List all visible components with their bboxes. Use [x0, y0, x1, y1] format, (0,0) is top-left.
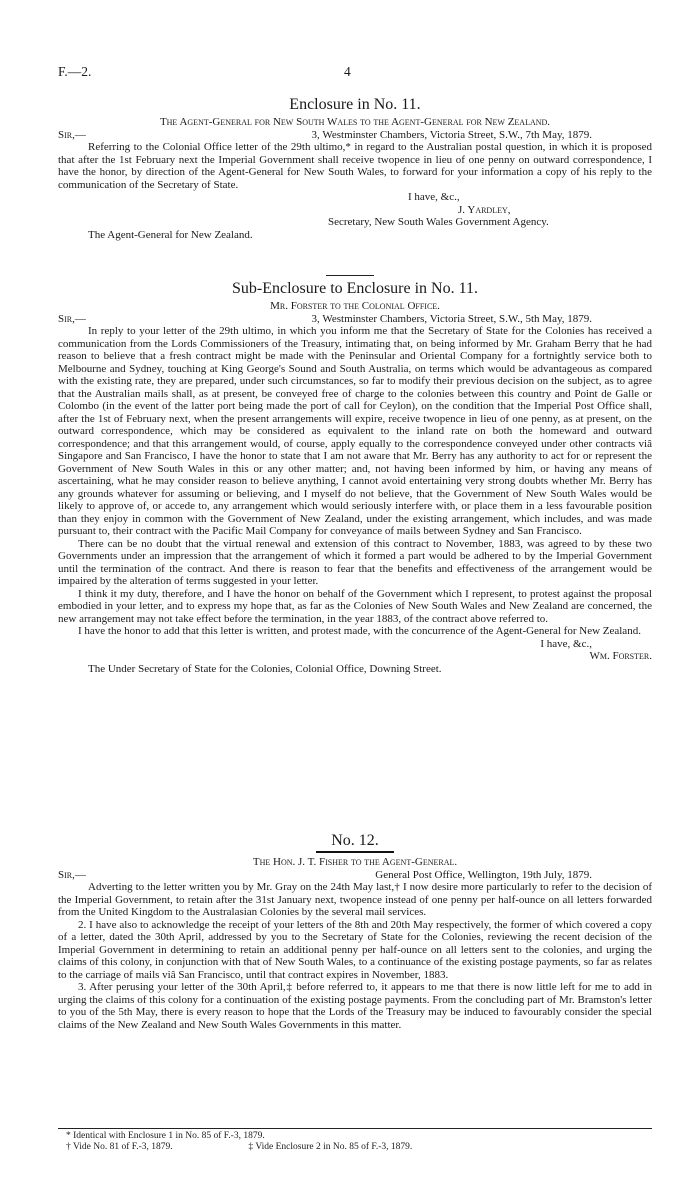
sub-enclosure-address: 3, Westminster Chambers, Victoria Street, S.W., 5th May, 1879.	[311, 312, 592, 325]
enclosure-11-section	[58, 96, 652, 241]
sub-enclosure-header-row	[58, 313, 652, 326]
enclosure-11-signature: J. Yardley,	[458, 203, 511, 216]
sub-enclosure-paragraph-2: There can be no doubt that the virtual renewal and extension of this contract to November, 1883, was agreed to by these two Governments under an impression that the arrangement of which it formed a part would be adhered to by the Imperial Government until the termination of the contract. And there is reason to fear that the benefits and effectiveness of the arrangement would be impaired by the alteration of terms suggested in your letter.	[58, 537, 652, 587]
no-12-subtitle: The Hon. J. T. Fisher to the Agent-General.	[252, 856, 458, 868]
enclosure-11-header-row	[58, 129, 652, 142]
sub-enclosure-salutation: Sir,—	[58, 312, 86, 325]
enclosure-11-address: 3, Westminster Chambers, Victoria Street, S.W., 7th May, 1879.	[311, 128, 592, 141]
footnote-3: ‡ Vide Enclosure 2 in No. 85 of F.-3, 1879.	[248, 1142, 413, 1152]
sub-enclosure-addressee: The Under Secretary of State for the Colonies, Colonial Office, Downing Street.	[88, 662, 442, 675]
sub-enclosure-subtitle: Mr. Forster to the Colonial Office.	[270, 300, 440, 312]
enclosure-11-closing: I have, &c.,	[408, 191, 460, 203]
footnote-1: * Identical with Enclosure 1 in No. 85 of F.-3, 1879.	[66, 1131, 265, 1141]
enclosure-11-body: Referring to the Colonial Office letter of the 29th ultimo,* in regard to the Australian postal question, in which it is proposed that after the 1st February next the Imperial Government shall receive twopence in lieu of one penny on outward correspondence, I have the honor, by direction of the Agent-General for New South Wales, to forward for your information a copy of his reply to the communication of the Secretary of State.	[58, 141, 652, 191]
enclosure-11-salutation: Sir,—	[58, 128, 86, 141]
sub-enclosure-paragraph-4: I have the honor to add that this letter is written, and protest made, with the concurrence of the Agent-General for New Zealand.	[78, 625, 641, 637]
no-12-paragraph-1: Adverting to the letter written you by Mr. Gray on the 24th May last,† I now desire more particularly to refer to the decision of the Imperial Government, to retain after the 31st January next, twopence instead of one penny per half-ounce on all letters forwarded from the United Kingdom to the Australasian Colonies by the several mail services.	[58, 881, 652, 918]
footnote-row	[58, 1142, 652, 1153]
no-12-address: General Post Office, Wellington, 19th July, 1879.	[375, 868, 592, 881]
sub-enclosure-paragraph-3: I think it my duty, therefore, and I have the honor on behalf of the Government which I represent, to protest against the proposal embodied in your letter, and to express my hope that, as far as the Colonies of New South Wales and New Zealand are concerned, the new arrangement may not take effect before the termination, in the year 1883, of the contract above referred to.	[58, 587, 652, 625]
sub-enclosure-closing: I have, &c.,	[540, 637, 592, 650]
sub-enclosure-title: Sub-Enclosure to Enclosure in No. 11.	[231, 280, 479, 297]
no-12-salutation: Sir,—	[58, 868, 86, 881]
no-12-title: No. 12.	[331, 832, 379, 849]
no-12-header-row	[58, 869, 652, 882]
sub-enclosure-signature: Wm. Forster.	[589, 650, 652, 662]
page-reference: F.—2.	[58, 64, 92, 79]
sub-enclosure-section	[58, 280, 652, 675]
no-12-section	[58, 832, 652, 1031]
footnote-divider	[58, 1128, 652, 1129]
no-12-title-rule	[316, 851, 394, 853]
enclosure-11-signature-title: Secretary, New South Wales Government Agency.	[328, 216, 549, 228]
enclosure-11-subtitle: The Agent-General for New South Wales to the Agent-General for New Zealand.	[159, 116, 551, 128]
enclosure-11-addressee: The Agent-General for New Zealand.	[88, 228, 253, 241]
sub-enclosure-paragraph-1: In reply to your letter of the 29th ultimo, in which you inform me that the Secretary of State for the Colonies has received a communication from the Lords Commissioners of the Treasury, intimating that, on being informed by Mr. Graham Berry that he had reason to believe that a fresh contract might be made with the Peninsular and Oriental Company for a fortnightly service both to Melbourne and Sydney, touching at King George's Sound and South Australia, on terms which would be advantageous as compared with the existing rate, they are prepared, under such circumstances, so far to modify their previous decision on the subject, as to agree that the Australian mails shall, as at present, be conveyed free of charge to the colonies between this country and Point de Galle or Colombo (in the event of the latter port being made the port of call for Ceylon), on the condition that the Imperial Post Office shall, after the 1st of February next, when the present arrangements will expire, receive twopence in lieu of one penny, as at present, on the outward correspondence, which may be considered as equivalent to the inland rate on both the homeward and outward correspondence; and that this arrangement would, of course, apply equally to the correspondence conveyed under other contracts viâ Singapore and San Francisco, I have the honor to state that I am not aware that Mr. Berry has any authority to act for or represent the Government of New South Wales in this or any other matter; and, not having been informed by him, or having any means of ascertaining, what he may consider reason to believe anything, I cannot avoid entertaining very strong doubts whether Mr. Berry has any grounds whatever for assuming or believing, and I myself do not believe, that the Government of New South Wales would be likely to approve of, or accede to, any arrangement which would seriously interfere with, or place them in a less favourable position than they enjoy in common with the Government of New Zealand, under the existing arrangement, which includes, and was made pursuant to, their contract with the Pacific Mail Company for conveyance of mails between Sydney and San Francisco.	[58, 325, 652, 537]
enclosure-11-title: Enclosure in No. 11.	[289, 96, 421, 113]
footnote-2: † Vide No. 81 of F.-3, 1879.	[66, 1142, 173, 1152]
no-12-title-rule-holder	[58, 850, 652, 856]
page-number: 4	[344, 64, 351, 79]
section-divider	[326, 275, 374, 276]
no-12-paragraph-3: 3. After perusing your letter of the 30th April,‡ before referred to, it appears to me that there is now little left for me to add in urging the claims of this colony for a continuation of the existing postage payments. From the concluding part of Mr. Bramston's letter to you of the 5th May, there is every reason to hope that the Lords of the Treasury may be induced to favourably consider the special claims of the New Zealand and New South Wales Governments in this matter.	[58, 981, 652, 1031]
no-12-paragraph-2: 2. I have also to acknowledge the receipt of your letters of the 8th and 20th May respectively, the former of which covered a copy of a letter, dated the 30th April, addressed by you to the Secretary of State for the Colonies, reviewing the recent decision of the Imperial Government in determining to retain an additional penny per half-ounce on all letters sent to the colonies, and urging the claims of this colony, in conjunction with that of New South Wales, to a continuance of the existing postage payments, so far as relates to the carriage of mails viâ San Francisco, until that contract expires in November, 1883.	[58, 918, 652, 981]
